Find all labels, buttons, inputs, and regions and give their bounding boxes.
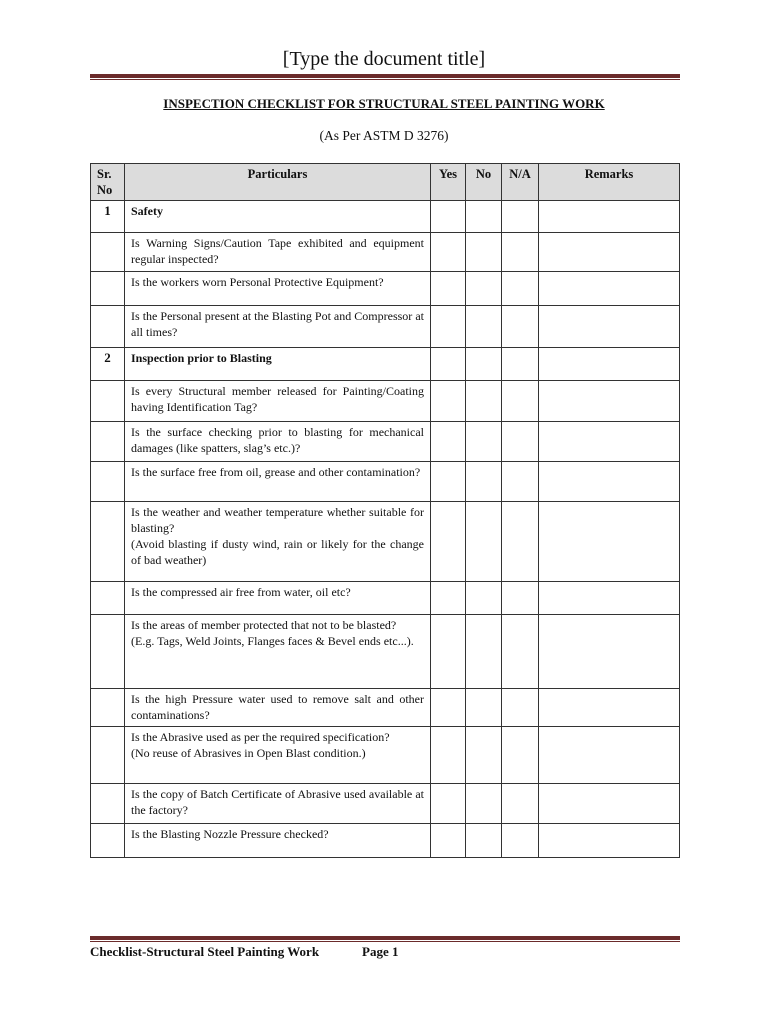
section-row [91,348,680,381]
no-cell[interactable] [466,462,502,502]
no-cell[interactable] [466,201,502,233]
yes-cell[interactable] [431,348,466,381]
particulars-cell: Is the surface free from oil, grease and other contamination? [125,462,431,502]
table-header-row [91,164,680,201]
yes-cell[interactable] [431,462,466,502]
particulars-cell: Is the areas of member protected that not to be blasted? (E.g. Tags, Weld Joints, Flanges faces & Bevel ends etc...). [125,615,431,689]
sr-no-cell [91,272,125,306]
no-cell[interactable] [466,348,502,381]
remarks-cell[interactable] [539,272,680,306]
particulars-cell: Inspection prior to Blasting [125,348,431,381]
remarks-cell[interactable] [539,422,680,462]
page-number: Page 1 [362,944,399,959]
remarks-cell[interactable] [539,348,680,381]
no-cell[interactable] [466,689,502,727]
no-cell[interactable] [466,824,502,858]
yes-cell[interactable] [431,615,466,689]
na-cell[interactable] [502,784,539,824]
na-cell[interactable] [502,201,539,233]
table-row [91,615,680,689]
yes-cell[interactable] [431,824,466,858]
document-title: [Type the document title] [282,48,486,70]
particulars-cell: Is the copy of Batch Certificate of Abrasive used available at the factory? [125,784,431,824]
particulars-cell: Is every Structural member released for Painting/Coating having Identification Tag? [125,381,431,422]
sr-no-cell [91,233,125,272]
table-row [91,784,680,824]
checklist-heading: INSPECTION CHECKLIST FOR STRUCTURAL STEEL PAINTING WORK [163,96,605,111]
col-particulars: Particulars [125,164,431,201]
remarks-cell[interactable] [539,824,680,858]
table-row [91,306,680,348]
na-cell[interactable] [502,348,539,381]
na-cell[interactable] [502,615,539,689]
particulars-cell: Is the weather and weather temperature whether suitable for blasting? (Avoid blasting if dusty wind, rain or likely for the change of bad weather) [125,502,431,582]
na-cell[interactable] [502,582,539,615]
particulars-cell: Is the compressed air free from water, oil etc? [125,582,431,615]
checklist-subheading: (As Per ASTM D 3276) [319,128,449,143]
na-cell[interactable] [502,422,539,462]
no-cell[interactable] [466,727,502,784]
particulars-cell: Is Warning Signs/Caution Tape exhibited and equipment regular inspected? [125,233,431,272]
no-cell[interactable] [466,272,502,306]
na-cell[interactable] [502,272,539,306]
yes-cell[interactable] [431,582,466,615]
no-cell[interactable] [466,502,502,582]
table-row [91,824,680,858]
no-cell[interactable] [466,233,502,272]
remarks-cell[interactable] [539,201,680,233]
checklist-table [90,163,680,858]
na-cell[interactable] [502,462,539,502]
particulars-cell: Is the high Pressure water used to remove salt and other contaminations? [125,689,431,727]
table-row [91,422,680,462]
remarks-cell[interactable] [539,233,680,272]
footer-doc-name: Checklist-Structural Steel Painting Work [90,944,320,959]
sr-no-cell [91,306,125,348]
table-row [91,727,680,784]
col-na: N/A [502,164,539,201]
col-remarks: Remarks [539,164,680,201]
remarks-cell[interactable] [539,502,680,582]
sr-no-cell [91,422,125,462]
na-cell[interactable] [502,233,539,272]
col-no: No [466,164,502,201]
remarks-cell[interactable] [539,462,680,502]
sr-no-cell [91,615,125,689]
yes-cell[interactable] [431,727,466,784]
no-cell[interactable] [466,381,502,422]
remarks-cell[interactable] [539,381,680,422]
table-row [91,582,680,615]
particulars-cell: Is the Personal present at the Blasting Pot and Compressor at all times? [125,306,431,348]
no-cell[interactable] [466,582,502,615]
yes-cell[interactable] [431,272,466,306]
particulars-cell: Safety [125,201,431,233]
remarks-cell[interactable] [539,727,680,784]
remarks-cell[interactable] [539,615,680,689]
table-row [91,381,680,422]
sr-no-cell [91,727,125,784]
remarks-cell[interactable] [539,306,680,348]
remarks-cell[interactable] [539,582,680,615]
col-yes: Yes [431,164,466,201]
sr-no-cell [91,381,125,422]
yes-cell[interactable] [431,502,466,582]
table-row [91,272,680,306]
header-rule [90,74,680,80]
remarks-cell[interactable] [539,689,680,727]
yes-cell[interactable] [431,306,466,348]
yes-cell[interactable] [431,784,466,824]
na-cell[interactable] [502,381,539,422]
sr-no-cell [91,824,125,858]
yes-cell[interactable] [431,689,466,727]
remarks-cell[interactable] [539,784,680,824]
particulars-cell: Is the workers worn Personal Protective Equipment? [125,272,431,306]
sr-no-cell [91,582,125,615]
yes-cell[interactable] [431,201,466,233]
na-cell[interactable] [502,502,539,582]
sr-no-cell [91,462,125,502]
no-cell[interactable] [466,784,502,824]
table-row [91,233,680,272]
footer [90,944,398,960]
section-row [91,201,680,233]
yes-cell[interactable] [431,233,466,272]
na-cell[interactable] [502,824,539,858]
sr-no-cell [91,689,125,727]
na-cell[interactable] [502,306,539,348]
particulars-cell: Is the surface checking prior to blasting for mechanical damages (like spatters, slag’s etc.)? [125,422,431,462]
col-sr-no: Sr. No [91,164,125,201]
sr-no-cell [91,784,125,824]
yes-cell[interactable] [431,381,466,422]
particulars-cell: Is the Blasting Nozzle Pressure checked? [125,824,431,858]
no-cell[interactable] [466,422,502,462]
sr-no-cell: 2 [91,348,125,381]
table-row [91,502,680,582]
no-cell[interactable] [466,306,502,348]
na-cell[interactable] [502,689,539,727]
na-cell[interactable] [502,727,539,784]
yes-cell[interactable] [431,422,466,462]
footer-rule [90,936,680,942]
sr-no-cell: 1 [91,201,125,233]
no-cell[interactable] [466,615,502,689]
particulars-cell: Is the Abrasive used as per the required specification? (No reuse of Abrasives in Open Blast condition.) [125,727,431,784]
table-row [91,462,680,502]
sr-no-cell [91,502,125,582]
table-row [91,689,680,727]
